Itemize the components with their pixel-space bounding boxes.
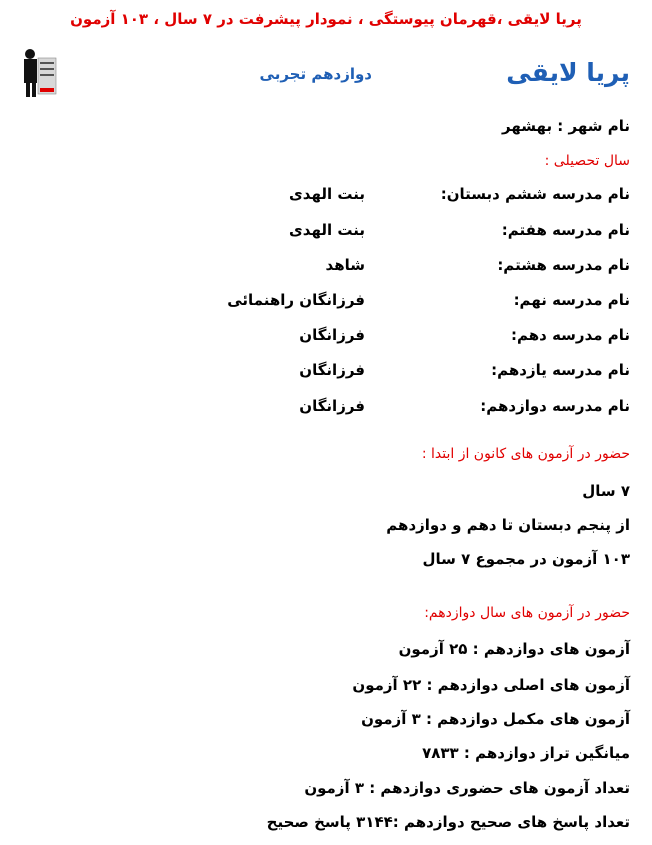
school-value: فرزانگان: [299, 397, 365, 415]
page-banner: پریا لایقی ،قهرمان پیوستگی ، نمودار پیشرفت در ۷ سال ، ۱۰۳ آزمون: [70, 10, 582, 28]
student-name: پریا لایقی: [506, 58, 630, 87]
school-label: نام مدرسه یازدهم:: [491, 361, 630, 379]
attendance-item: ۷ سال: [582, 482, 630, 500]
grade12-heading: حضور در آزمون های سال دوازدهم:: [424, 605, 630, 621]
school-value: فرزانگان: [299, 361, 365, 379]
school-label: نام مدرسه هشتم:: [497, 256, 630, 274]
grade12-item: آزمون های دوازدهم : ۲۵ آزمون: [398, 640, 630, 658]
grade12-item: آزمون های اصلی دوازدهم : ۲۲ آزمون: [352, 676, 630, 694]
school-year-heading: سال تحصیلی :: [544, 153, 630, 169]
school-label: نام مدرسه هفتم:: [501, 221, 630, 239]
kanoon-logo: [20, 46, 58, 104]
school-value: فرزانگان: [299, 326, 365, 344]
grade12-item: تعداد پاسخ های صحیح دوازدهم :۳۱۴۴ پاسخ صحیح: [266, 813, 630, 831]
attendance-item: ۱۰۳ آزمون در مجموع ۷ سال: [422, 550, 630, 568]
school-label: نام مدرسه نهم:: [513, 291, 630, 309]
attendance-item: از پنجم دبستان تا دهم و دوازدهم: [386, 516, 630, 534]
city-line: نام شهر : بهشهر: [502, 117, 630, 135]
grade12-item: میانگین تراز دوازدهم : ۷۸۳۳: [422, 744, 630, 762]
school-label: نام مدرسه دهم:: [511, 326, 630, 344]
school-label: نام مدرسه دوازدهم:: [480, 397, 630, 415]
grade-label: دوازدهم تجربی: [259, 65, 372, 83]
attendance-heading: حضور در آزمون های کانون از ابتدا :: [421, 446, 630, 462]
school-value: بنت الهدی: [289, 185, 365, 203]
grade12-item: آزمون های مکمل دوازدهم : ۳ آزمون: [361, 710, 630, 728]
school-value: بنت الهدی: [289, 221, 365, 239]
school-value: فرزانگان راهنمائی: [227, 291, 365, 309]
school-value: شاهد: [325, 256, 365, 274]
grade12-item: تعداد آزمون های حضوری دوازدهم : ۳ آزمون: [304, 779, 630, 797]
school-label: نام مدرسه ششم دبستان:: [440, 185, 630, 203]
